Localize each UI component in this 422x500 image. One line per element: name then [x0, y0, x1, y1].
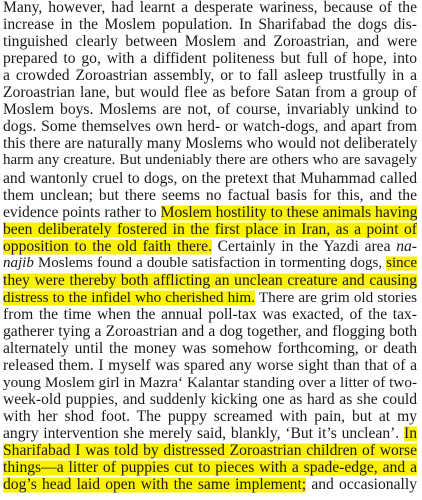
text-segment: dogs. Some themselves own herd- or watch-dogs, and apart from — [3, 118, 417, 136]
text-segment: them unclean; but there seems no factual basis for this, and the — [3, 186, 417, 204]
text-segment: Moslems found a double satisfaction in tormenting dogs, — [33, 254, 387, 271]
text-segment: There are grim old stories — [255, 288, 417, 306]
text-segment: and occasionally — [306, 476, 417, 494]
text-line — [3, 475, 417, 494]
text-segment: Moslem boys. Moslems are not, of course, invariably unkind to — [3, 101, 417, 119]
text-segment: Certainly in the Yazdi area — [211, 237, 397, 255]
highlighted-text: Sharifabad I was told by distressed Zoroastrian children of worse — [3, 442, 417, 460]
text-segment: prepared to go, with a diffident politeness but full of hope, into — [3, 50, 417, 68]
text-segment: tinguished clearly between Moslem and Zoroastrian, and were — [3, 33, 417, 51]
text-segment: increase in the Moslem population. In Sharifabad the dogs dis- — [3, 16, 417, 34]
text-segment: Many, however, had learnt a desperate wariness, because of the — [3, 0, 417, 16]
highlighted-text: distress to the infidel who cherished him. — [3, 288, 256, 306]
highlighted-text: since — [386, 254, 417, 271]
text-segment: from the time when the annual poll-tax was exacted, of the tax- — [3, 305, 417, 323]
text-segment: a crowded Zoroastrian assembly, or to fall asleep trustfully in a — [3, 67, 417, 85]
text-segment: Zoroastrian lane, but would flee as before Satan from a group of — [3, 84, 417, 102]
italic-text: na- — [396, 237, 417, 255]
highlighted-text: been deliberately fostered in the first place in Iran, as a point of — [3, 220, 417, 238]
text-segment: alternately until the money was somehow forthcoming, or death — [3, 340, 417, 357]
text-segment: this there are naturally many Moslems who would not deliberately — [3, 135, 417, 153]
text-segment: gatherer tying a Zoroastrian and a dog together, and flogging both — [3, 322, 417, 340]
highlighted-text: In — [404, 425, 417, 443]
highlighted-text: dog’s head laid open with the same implement; — [3, 476, 307, 494]
text-segment: evidence points rather to — [3, 203, 161, 221]
italic-text: najib — [3, 254, 34, 271]
highlighted-text: things—a litter of puppies cut to pieces with a spade-edge, and a — [3, 459, 417, 477]
text-segment: with her shod foot. The puppy screamed with pain, but at my — [3, 408, 417, 426]
highlighted-text: they were thereby both afflicting an unclean creature and causing — [3, 271, 417, 289]
document-page — [3, 0, 417, 500]
text-segment: and wantonly cruel to dogs, on the pretext that Muhammad called — [3, 169, 417, 187]
text-segment: released them. I myself was spared any worse sight than that of a — [3, 357, 417, 375]
highlighted-text: opposition to the old faith there. — [3, 237, 212, 255]
text-segment: angry intervention she merely said, blankly, ‘But it’s unclean’. — [3, 425, 404, 443]
text-segment: week-old puppies, and suddenly kicking one as hard as she could — [3, 391, 417, 409]
text-segment: young Moslem girl in Mazra‘ Kalantar standing over a litter of two- — [3, 374, 417, 392]
highlighted-text: Moslem hostility to these animals having — [160, 203, 417, 221]
text-segment: harm any creature. But undeniably there are others who are savagely — [3, 152, 417, 169]
